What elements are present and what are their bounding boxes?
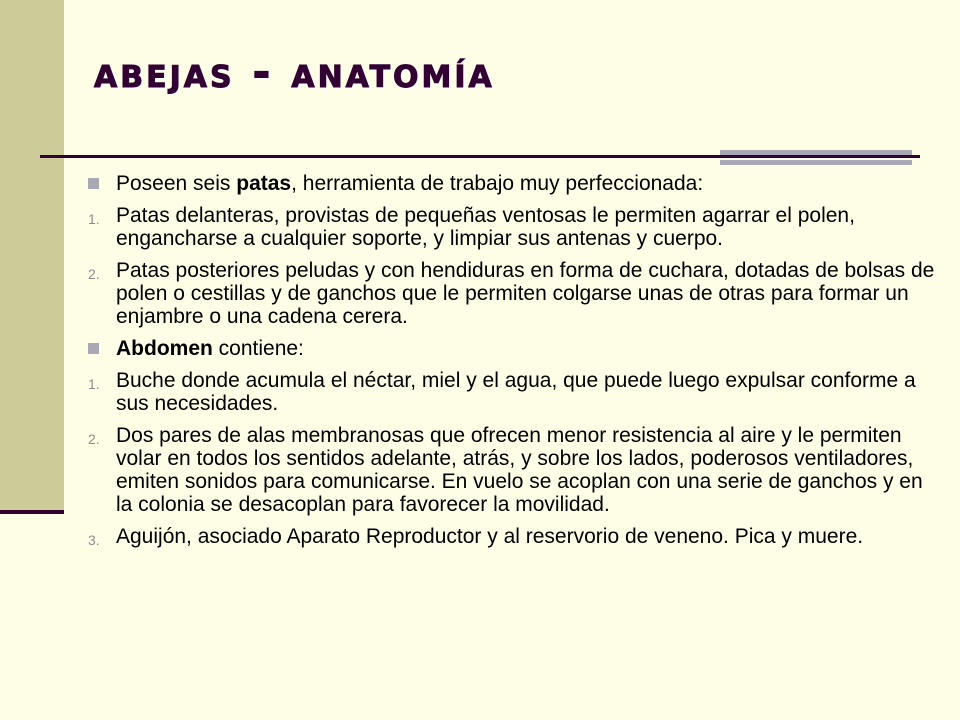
slide-body bbox=[88, 172, 938, 557]
title-accent-bar-bottom bbox=[720, 160, 912, 165]
list-item bbox=[88, 424, 938, 516]
list-item bbox=[88, 369, 938, 415]
item-text: Buche donde acumula el néctar, miel y el agua, que puede luego expulsar conforme a sus necesidades. bbox=[116, 369, 916, 415]
square-bullet-icon bbox=[88, 178, 99, 189]
slide-title: abejas - anatomía bbox=[94, 48, 495, 98]
list-item bbox=[88, 259, 938, 328]
list-item bbox=[88, 337, 938, 360]
list-item bbox=[88, 172, 938, 195]
item-text: Patas posteriores peludas y con hendiduras en forma de cuchara, dotadas de bolsas de polen o cestillas y de ganchos que le permiten colgarse unas de otras para formar un enjambre o una cadena cerera. bbox=[116, 259, 935, 328]
list-number: 3. bbox=[88, 532, 100, 548]
list-item bbox=[88, 525, 938, 548]
item-text: Abdomen contiene: bbox=[116, 337, 304, 360]
item-text: Poseen seis patas, herramienta de trabajo muy perfeccionada: bbox=[116, 172, 704, 195]
list-number: 1. bbox=[88, 376, 100, 392]
title-divider bbox=[40, 155, 920, 158]
list-item bbox=[88, 204, 938, 250]
item-text: Aguijón, asociado Aparato Reproductor y al reservorio de veneno. Pica y muere. bbox=[116, 525, 864, 548]
list-number: 1. bbox=[88, 211, 100, 227]
left-accent-bar bbox=[0, 0, 64, 510]
list-number: 2. bbox=[88, 266, 100, 282]
left-accent-rule bbox=[0, 510, 64, 514]
item-text: Dos pares de alas membranosas que ofrecen menor resistencia al aire y le permiten volar en todos los sentidos adelante, atrás, y sobre los lados, poderosos ventiladores, emiten sonidos para comunicarse. En vuelo se acoplan con una serie de ganchos y en la colonia se desacoplan para favorecer la movilidad. bbox=[116, 424, 923, 516]
item-text: Patas delanteras, provistas de pequeñas ventosas le permiten agarrar el polen, engancharse a cualquier soporte, y limpiar sus antenas y cuerpo. bbox=[116, 204, 855, 250]
square-bullet-icon bbox=[88, 343, 99, 354]
list-number: 2. bbox=[88, 431, 100, 447]
